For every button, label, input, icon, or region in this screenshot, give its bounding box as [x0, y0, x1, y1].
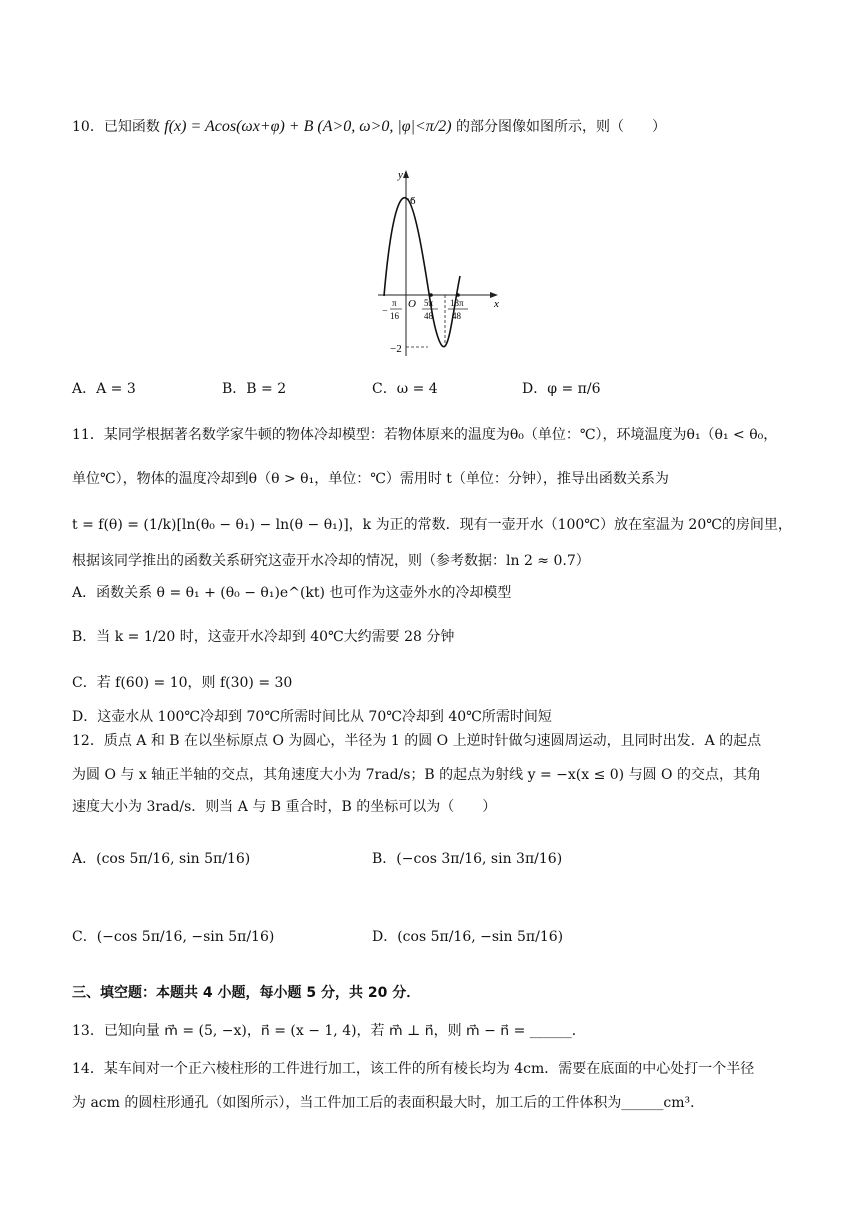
origin-label: O — [408, 298, 416, 310]
tick-left-num: π — [392, 298, 397, 308]
q10-option-b: B．B = 2 — [222, 381, 287, 397]
tick-mid-den: 48 — [424, 311, 433, 321]
q12-option-c: C．(−cos 5π/16, −sin 5π/16) — [72, 929, 275, 945]
q10-option-a: A．A = 3 — [72, 381, 136, 397]
q11-line-2: 单位℃），物体的温度冷却到θ（θ > θ₁，单位：℃）需用时 t（单位：分钟），推导出函数关系为 — [72, 471, 669, 487]
q10-option-d: D．φ = π/6 — [522, 381, 601, 397]
q11-option-d: D．这壶水从 100℃冷却到 70℃所需时间比从 70℃冷却到 40℃所需时间短 — [72, 709, 552, 725]
q11-option-a: A．函数关系 θ = θ₁ + (θ₀ − θ₁)e^(kt) 也可作为这壶外水的冷却模型 — [72, 585, 512, 601]
q10-stem: 10．已知函数 f(x) = Acos(ωx+φ) + B (A>0, ω>0, |φ|<π/2) 的部分图像如图所示，则（ ） — [72, 118, 667, 135]
q11-line-4: 根据该同学推出的函数关系研究这壶开水冷却的情况，则（参考数据：ln 2 ≈ 0.7） — [72, 553, 590, 569]
q12-option-b: B．(−cos 3π/16, sin 3π/16) — [372, 851, 563, 867]
tick-left-sign: − — [382, 306, 388, 317]
q12-line-1: 12．质点 A 和 B 在以坐标原点 O 为圆心，半径为 1 的圆 O 上逆时针做匀速圆周运动，且同时出发．A 的起点 — [72, 733, 762, 749]
q13-line: 13．已知向量 m⃗ = (5, −x)，n⃗ = (x − 1, 4)，若 m⃗ ⊥ n⃗，则 m⃗ − n⃗ = ______． — [72, 1023, 586, 1039]
tick-mid-num: 5π — [424, 298, 434, 308]
q11-line-3: t = f(θ) = (1/k)[ln(θ₀ − θ₁) − ln(θ − θ₁)]，k 为正的常数．现有一壶开水（100℃）放在室温为 20℃的房间里， — [72, 517, 792, 533]
min-label: −2 — [390, 343, 402, 355]
q11-line-1: 11．某同学根据著名数学家牛顿的物体冷却模型：若物体原来的温度为θ₀（单位：℃），环境温度为θ₁（θ₁ < θ₀， — [72, 427, 778, 443]
x-axis-label: x — [494, 298, 499, 310]
q12-line-2: 为圆 O 与 x 轴正半轴的交点，其角速度大小为 7rad/s；B 的起点为射线 y = −x(x ≤ 0) 与圆 O 的交点，其角 — [72, 767, 761, 783]
q12-option-a: A．(cos 5π/16, sin 5π/16) — [72, 851, 251, 867]
tick-left-den: 16 — [390, 311, 399, 321]
q10-option-c: C．ω = 4 — [372, 381, 438, 397]
q12-option-d: D．(cos 5π/16, −sin 5π/16) — [372, 929, 564, 945]
section-3-heading: 三、填空题：本题共 4 小题，每小题 5 分，共 20 分． — [72, 985, 421, 1001]
tick-right-num: 13π — [450, 298, 464, 308]
max-label: 6 — [410, 195, 416, 207]
q10-graph — [368, 166, 508, 366]
q14-line-1: 14．某车间对一个正六棱柱形的工件进行加工，该工件的所有棱长均为 4cm．需要在底面的中心处打一个半径 — [72, 1061, 755, 1077]
tick-right-den: 48 — [452, 311, 461, 321]
q11-option-b: B．当 k = 1/20 时，这壶开水冷却到 40℃大约需要 28 分钟 — [72, 629, 455, 645]
q14-line-2: 为 acm 的圆柱形通孔（如图所示），当工件加工后的表面积最大时，加工后的工件体积为______cm³． — [72, 1095, 705, 1111]
q12-line-3: 速度大小为 3rad/s．则当 A 与 B 重合时，B 的坐标可以为（ ） — [72, 799, 497, 815]
q11-option-c: C．若 f(60) = 10，则 f(30) = 30 — [72, 675, 293, 691]
y-axis-label: y — [398, 169, 403, 181]
q10-formula: f(x) = Acos(ωx+φ) + B (A>0, ω>0, |φ|<π/2) — [164, 118, 452, 135]
